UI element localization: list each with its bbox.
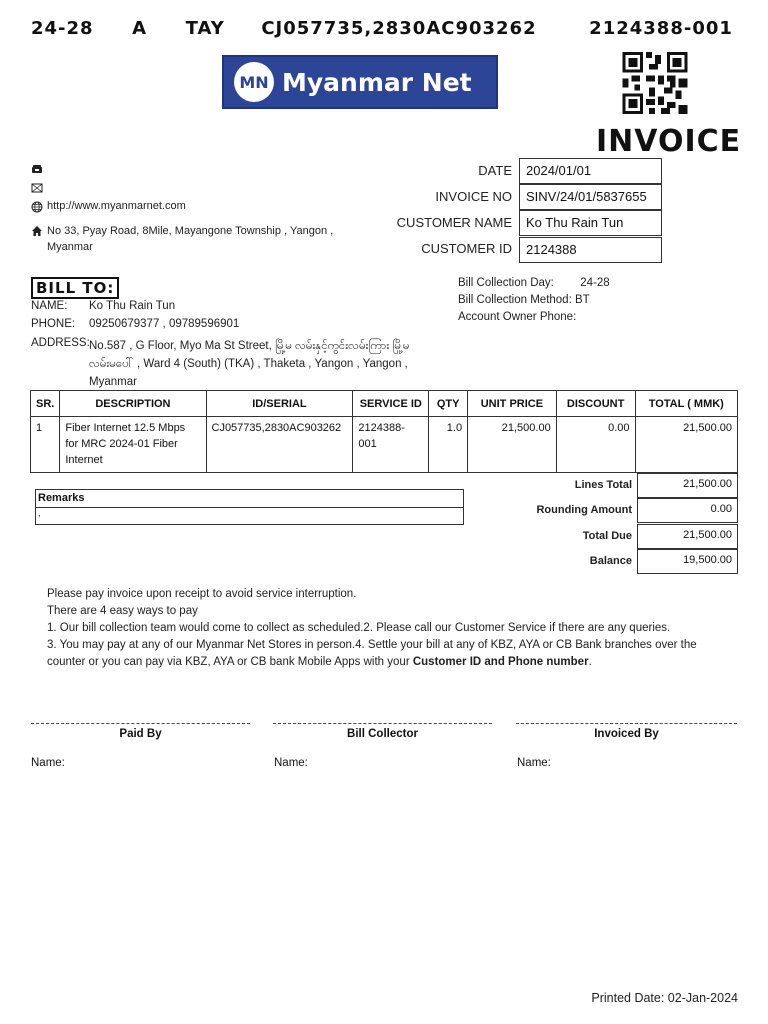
total-due-value: 21,500.00 [637,524,738,549]
area-code: TAY [185,18,225,39]
notes-line: There are 4 easy ways to pay [47,605,198,617]
collection-day-code: 24-28 [31,18,94,39]
customer-name-value: Ko Thu Rain Tun [519,210,662,236]
cell-serial: CJ057735,2830AC903262 [206,417,353,473]
email-icon [31,182,43,194]
cell-sr: 1 [31,417,60,473]
column-header: SERVICE ID [353,391,429,417]
table-header-row [31,391,738,417]
bill-to-phone-label: PHONE: [31,318,76,330]
invoice-items-table [30,390,738,473]
invoiced-by-name-label: Name: [517,757,551,769]
bill-to-address-line2: လမ်းမပေါ် , Ward 4 (South) (TKA) , Thaketa , Yangon , Yangon , [89,358,408,370]
bill-to-address-label: ADDRESS: [31,337,90,349]
notes-line: 3. You may pay at any of our Myanmar Net Stores in person.4. Settle your bill at any of KBZ, AYA or CB Bank branches over the [47,639,697,651]
invoice-no-label: INVOICE NO [435,189,512,204]
company-address-line2: Myanmar [47,241,93,253]
column-header: SR. [31,391,60,417]
notes-text: counter or you can pay via KBZ, AYA or CB bank Mobile Apps with your [47,656,413,668]
cell-total: 21,500.00 [635,417,737,473]
globe-icon [31,201,43,213]
printed-date: Printed Date: 02-Jan-2024 [591,991,738,1005]
collection-method-value: BT [574,294,590,306]
owner-phone-row [458,311,576,323]
rounding-label: Rounding Amount [536,504,632,516]
date-label: DATE [478,163,512,178]
bill-to-name: Ko Thu Rain Tun [89,300,176,312]
column-header: ID/SERIAL [206,391,353,417]
remarks-box [35,489,464,525]
invoiced-by-label: Invoiced By [594,728,659,740]
bill-collector-label: Bill Collector [347,728,418,740]
notes-line: 1. Our bill collection team would come to collect as scheduled.2. Please call our Customer Service if there are any queries. [47,622,671,634]
qr-code [622,52,688,114]
company-logo [222,55,498,109]
signature-line-paid-by [31,723,250,724]
company-address-line1: No 33, Pyay Road, 8Mile, Mayangone Township , Yangon , [47,225,334,237]
total-due-label: Total Due [582,530,632,542]
cell-description: Fiber Internet 12.5 Mbps for MRC 2024-01 Fiber Internet [60,417,206,473]
collection-day-value: 24-28 [580,277,610,289]
column-header: TOTAL ( MMK) [635,391,737,417]
lines-total-value: 21,500.00 [637,473,738,498]
invoice-no-value: SINV/24/01/5837655 [519,184,662,210]
owner-phone-label: Account Owner Phone: [458,311,577,323]
collection-day-label: Bill Collection Day: [458,277,554,289]
phone-row [31,162,47,175]
customer-name-label: CUSTOMER NAME [396,215,512,230]
balance-value: 19,500.00 [637,549,738,574]
rounding-value: 0.00 [637,498,738,523]
bill-collector-name-label: Name: [274,757,308,769]
paid-by-label: Paid By [119,728,162,740]
home-icon [31,225,43,237]
notes-emphasis: Customer ID and Phone number [412,656,589,668]
address-row [31,223,333,255]
bill-to-phone: 09250679377 , 09789596901 [89,318,240,330]
cell-discount: 0.00 [556,417,635,473]
bill-to-address-line3: Myanmar [89,376,137,388]
balance-label: Balance [589,555,632,567]
signature-line-bill-collector [273,723,492,724]
invoice-reference-line [31,18,733,39]
cell-unit-price: 21,500.00 [468,417,557,473]
column-header: UNIT PRICE [468,391,557,417]
email-row [31,181,47,194]
phone-icon [31,163,43,175]
column-header: DISCOUNT [556,391,635,417]
table-row [31,417,738,473]
collection-method-label: Bill Collection Method: [458,294,572,306]
signature-line-invoiced-by [516,723,737,724]
column-header: QTY [429,391,468,417]
logo-mark: MN [234,62,274,102]
remarks-label: Remarks [36,490,463,508]
bill-to-address-line1: No.587 , G Floor, Myo Ma St Street, မြို့မ လမ်းနှင့်ကွင်းလမ်းကြား မြို့မ [89,340,410,352]
bill-to-heading: BILL TO: [31,277,119,299]
notes-line: Please pay invoice upon receipt to avoid service interruption. [47,588,357,600]
date-value: 2024/01/01 [519,158,662,184]
website-row [31,200,186,213]
payment-instructions [47,586,737,671]
device-serial: CJ057735,2830AC903262 [261,18,537,39]
page-title: INVOICE [596,124,742,159]
notes-line [47,654,737,671]
logo-brand-name: Myanmar Net [282,67,472,97]
customer-id-label: CUSTOMER ID [421,241,512,256]
collection-method-row [458,294,590,306]
lines-total-label: Lines Total [574,479,632,491]
township-code: A [132,18,148,39]
service-id-code: 2124388-001 [589,18,733,39]
customer-id-value: 2124388 [519,237,662,263]
paid-by-name-label: Name: [31,757,65,769]
cell-qty: 1.0 [429,417,468,473]
column-header: DESCRIPTION [60,391,206,417]
cell-service-id: 2124388-001 [353,417,429,473]
bill-to-address [89,337,449,391]
notes-text: . [588,656,592,668]
collection-day-row [458,277,610,289]
company-website[interactable]: http://www.myanmarnet.com [47,200,186,212]
remarks-value: , [38,508,41,518]
bill-to-name-label: NAME: [31,300,68,312]
